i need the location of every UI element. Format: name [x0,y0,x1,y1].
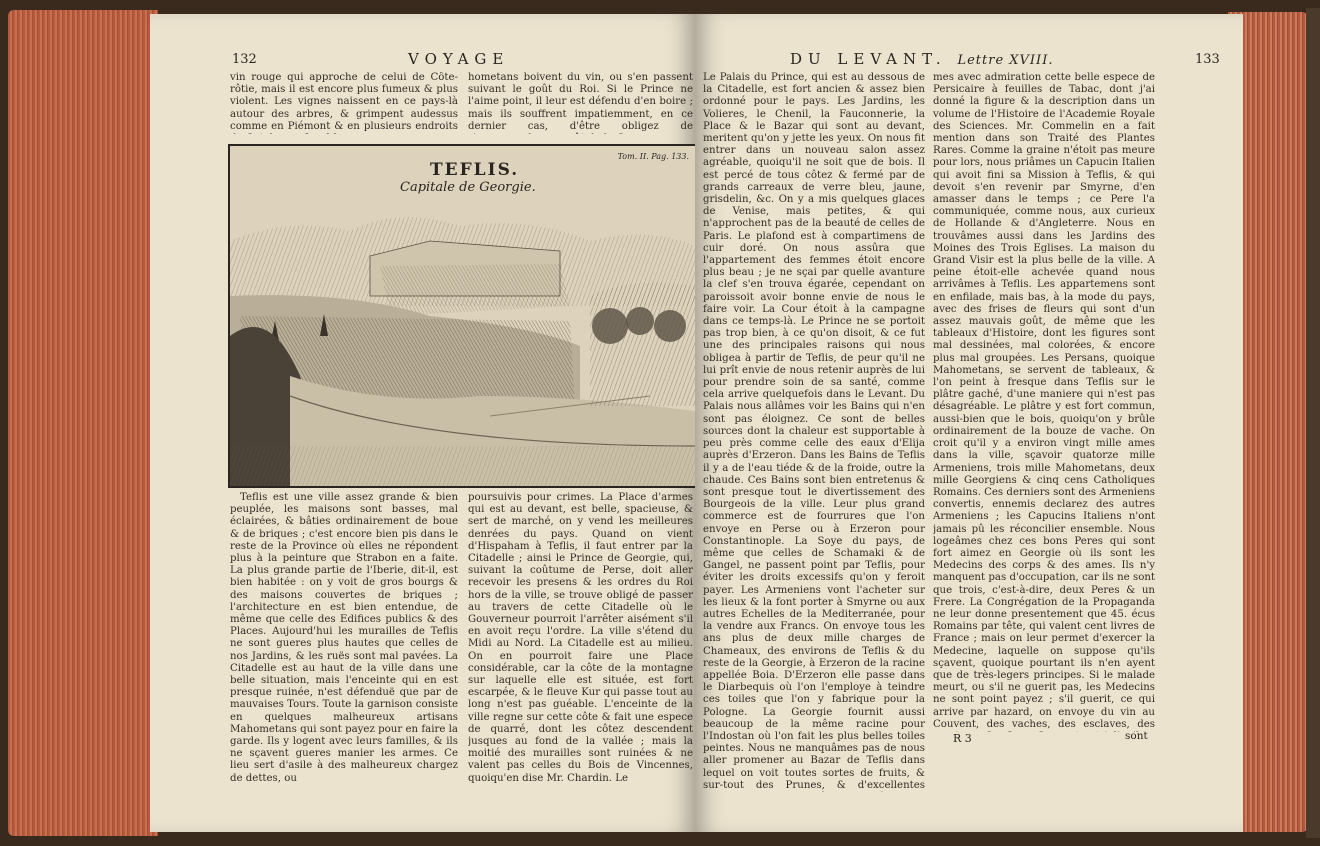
text-column: vin rouge qui approche de celui de Côte-rôtie, mais il est encore plus fumeux & plus violent. Les vignes naissent en ce pays-là autour des arbres, & grimpent audessus comme en Piémont & en plusieurs endroits [230,72,458,132]
running-head: VOYAGE [408,50,510,68]
text-column: poursuivis pour crimes. La Place d'armes qui est au devant, est belle, spacieuse, & sert de marché, on y vend les meilleures denrées du pays. Quand on vient d'Hispaham à Teflis, il faut entrer par la Citadelle ; ainsi le Prince de Georgie, qui, suivant la coûtume de Perse, doit aller recevoir les presens & les ordres du Roi hors de la ville, se trouve obligé de passer au travers de cette Citadelle où le Gouverneur pourroit l'arrêter aisément s'il en avoit reçu l'ordre. La ville s'étend du Midi au Nord. La Citadelle est au milieu. On en pourroit faire une Place considérable, car la côte de la montagne sur laquelle elle est située, est fort escarpée, & le fleuve Kur qui passe tout au long n'est pas guéable. L'enceinte de la ville regne sur cette côte & fait une espece de quarré, dont les côtez descendent jusques au fond de la vallée ; mais la moitié des murailles sont ruinées & ne valent pas celles du Bois de Vincennes, quoiqu'en dise Mr. Chardin. Le [468,492,693,784]
page-edges-left [8,10,158,836]
city-engraving [230,146,695,486]
plate-title: TEFLIS. [430,160,520,180]
page-number: 132 [232,52,257,67]
plate-subtitle: Capitale de Georgie. [400,180,536,195]
plate-reference: Tom. II. Pag. 133. [617,152,689,161]
text-column: hometans boivent du vin, ou s'en passent suivant le goût du Roi. Si le Prince ne l'aime point, il leur est défendu d'en boire ; mais ils souffrent impatiemment, en ce dernier cas, d'être obligez de [468,72,693,132]
engraving-plate [228,144,695,488]
running-head: DU LEVANT. Lettre XVIII. [790,50,1054,68]
text-column: mes avec admiration cette belle espece de Persicaire à feuilles de Tabac, dont j'ai donné la figure & la description dans un volume de l'Histoire de l'Academie Royale des Sciences. Mr. Commelin en a fait mention dans son Traité des Plantes Rares. Comme la graine n'étoit pas meure pour lors, nous priâmes un Capucin Italien qui avoit fini sa Mission à Teflis, & qui devoit s'en revenir par Smyrne, d'en amasser dans le temps ; ce Pere l'a communiquée, comme nous, aux curieux de Hollande & d'Angleterre. Nous en trouvâmes aussi dans les Jardins des Moines des Trois Eglises. La maison du Grand Visir est la plus belle de la ville. A peine étoit-elle achevée quand nous arrivâmes à Teflis. Les appartemens sont en enfilade, mais bas, à la mode du pays, avec des frises de fleurs qui sont d'un assez mauvais goût, de même que les tableaux d'Histoire, dont les figures sont mal dessinées, mal colorées, & encore plus mal groupées. Les Persans, quoique Mahometans, se servent de tableaux, & l'on peint à fresque dans Teflis sur le plâtre gaché, d'une maniere qui n'est pas désagréable. Le plâtre y est fort commun, aussi-bien que le bois, quoiqu'on y brûle ordinairement de la bouze de vache. On croit qu'il y a environ vingt mille ames dans la ville, sçavoir quatorze mille Armeniens, trois mille Mahometans, deux mille Georgiens & cinq cens Catholiques Romains. Ces derniers sont des Armeniens convertis, ennemis declarez des autres Armeniens ; les Capucins Italiens n'ont jamais pû les réconcilier ensemble. Nous logeâmes chez ces bons Peres qui sont fort aimez en Georgie où ils sont les Medecins des corps & des ames. Ils n'y manquent pas d'occupation, car ils ne sont que trois, c'est-à-dire, deux Peres & un Frere. La Congrégation de la Propaganda ne leur donne presentement que 45. écus Romains par tête, qui valent cent livres de France ; mais on leur permet d'exercer la Medecine, laquelle on suppose qu'ils sçavent, quoique pourtant ils n'en ayent que de très-legers principes. Si le malade meurt, ou s'il ne guerit pas, les Medecins ne sont point payez ; s'il guerit, ce qui arrive par hazard, on envoye du vin au Couvent, des vaches, des esclaves, des [933,72,1155,730]
left-page [150,14,695,832]
signature-mark: R 3 [953,732,972,745]
book-cover [1306,8,1320,838]
text-column: Le Palais du Prince, qui est au dessous de la Citadelle, est fort ancien & assez bien ordonné pour le pays. Les Jardins, les Volieres, le Chenil, la Fauconnerie, la Place & le Bazar qui sont au devant, meritent qu'on y jette les yeux. On nous fit entrer dans un nouveau salon assez agréable, quoiqu'il ne soit que de bois. Il est percé de tous côtez & fermé par de grands carreaux de verre bleu, jaune, grisdelin, &c. On y a mis quelques glaces de Venise, mais petites, & qui n'approchent pas de la beauté de celles de Paris. Le plafond est à compartimens de cuir doré. On nous assûra que l'appartement des femmes étoit encore plus beau ; je ne sçai par quelle avanture la clef s'en trouva égarée, cependant on paroissoit avoir bonne envie de nous le faire voir. La Cour étoit à la campagne dans ce temps-là. Le Prince ne se portoit pas trop bien, à ce qu'on disoit, & ce fut une des principales raisons qui nous obligea à partir de Teflis, de peur qu'il ne lui prît envie de nous retenir auprès de lui pour prendre soin de sa santé, comme cela arrive quelquefois dans le Levant. Du Palais nous allâmes voir les Bains qui n'en sont pas éloignez. Ce sont de belles sources dont la chaleur est supportable à peu près comme celle des eaux d'Elija auprès d'Erzeron. Dans les Bains de Teflis il y a de l'eau tiéde & de la froide, outre la chaude. Ces Bains sont bien entretenus & sont presque tout le divertissement des Bourgeois de la ville. Leur plus grand commerce est de fourrures que l'on envoye en Perse ou à Erzeron pour Constantinople. La Soye du pays, de même que celles de Schamaki & de Gangel, ne passent point par Teflis, pour éviter les droits excessifs qu'on y feroit payer. Les Armeniens vont l'acheter sur les lieux & la font porter à Smyrne ou aux autres Echelles de la Mediterranée, pour la vendre aux Francs. On envoye tous les ans plus de deux mille charges de Chameaux, des environs de Teflis & du reste de la Georgie, à Erzeron de la racine appellée Boia. D'Erzeron elle passe dans le Diarbequis où l'on l'employe à teindre ces toiles que l'on y fabrique pour la Pologne. La Georgie fournit aussi beaucoup de la même racine pour l'Indostan où l'on fait les plus belles toiles peintes. Nous ne manquâmes pas de nous aller promener au Bazar de Teflis dans lequel on voit toutes sortes de fruits, & sur-tout des Prunes, & d'excellentes [703,72,925,791]
catchword: sont [1125,730,1148,742]
right-page [695,14,1243,832]
page-number: 133 [1195,52,1220,67]
text-column: Teflis est une ville assez grande & bien peuplée, les maisons sont basses, mal éclairées, & bâties ordinairement de boue & de briques ; c'est encore bien pis dans le reste de la Province où elles ne répondent plus à la peinture que Strabon en a faite. La plus grande partie de l'Iberie, dit-il, est bien habitée : on y voit de gros bourgs & des maisons couvertes de briques ; l'architecture en est bien entendue, de même que celle des Edifices publics & des Places. Aujourd'hui les murailles de Teflis ne sont gueres plus hautes que celles de nos Jardins, & les ruës sont mal pavées. La Citadelle est au haut de la ville dans une belle situation, mais l'enceinte qui en est presque ruinée, n'est défenduë que par de mauvaises Tours. Toute la garnison consiste en quelques malheureux artisans Mahometans qui sont payez pour en faire la garde. Ils y logent avec leurs familles, & ils ne sçavent gueres manier les armes. Ce lieu sert d'asile à des malheureux chargez de dettes, ou [230,492,458,784]
